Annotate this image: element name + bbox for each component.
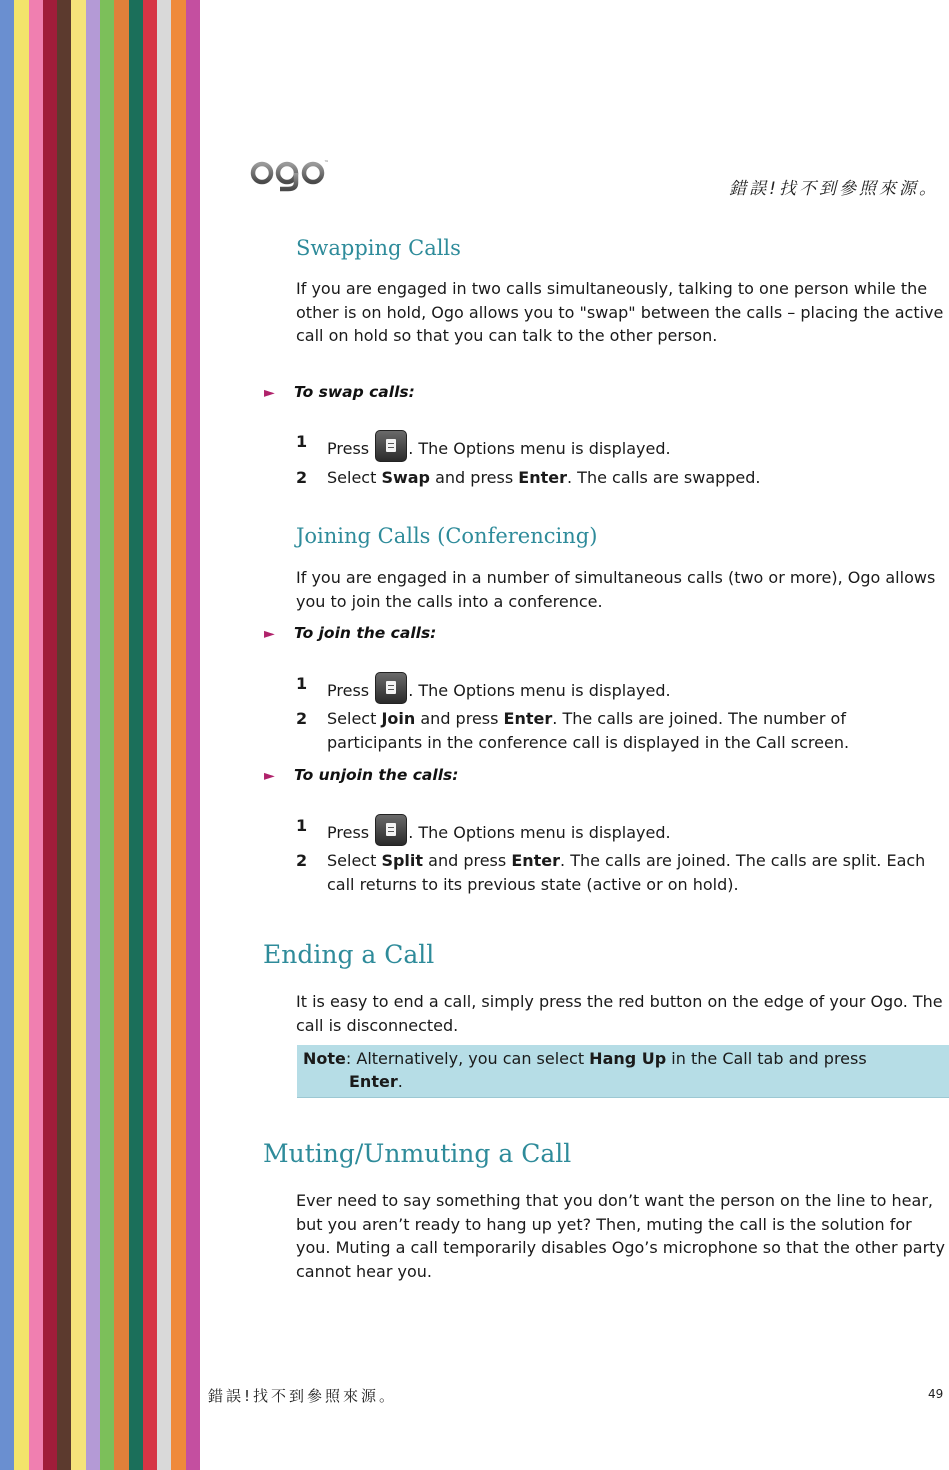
swap-step-1: 1 Press . The Options menu is displayed. bbox=[296, 430, 926, 462]
stripe bbox=[171, 0, 185, 1470]
options-menu-key-icon bbox=[375, 672, 407, 704]
task-unjoin-calls: ► To unjoin the calls: bbox=[264, 766, 459, 784]
stripe bbox=[71, 0, 85, 1470]
join-step-1: 1 Press . The Options menu is displayed. bbox=[296, 672, 926, 704]
stripe bbox=[0, 0, 14, 1470]
stripe bbox=[100, 0, 114, 1470]
heading-muting-a-call: Muting/Unmuting a Call bbox=[263, 1139, 572, 1168]
task-swap-calls: ► To swap calls: bbox=[264, 383, 415, 401]
heading-joining-calls: Joining Calls (Conferencing) bbox=[296, 524, 598, 548]
swap-step-2: 2 Select Swap and press Enter. The calls are swapped. bbox=[296, 468, 761, 487]
arrow-icon: ► bbox=[264, 626, 275, 642]
ending-intro: It is easy to end a call, simply press the red button on the edge of your Ogo. The call is disconnected. bbox=[296, 992, 943, 1035]
join-step-2: 2 Select Join and press Enter. The calls are joined. The number of participants in the conference call is displayed in the Call screen. bbox=[296, 709, 850, 752]
header-running-title: 錯誤!找不到參照來源。 bbox=[729, 179, 939, 199]
arrow-icon: ► bbox=[264, 768, 275, 784]
decorative-stripes bbox=[0, 0, 200, 1470]
svg-text:™: ™ bbox=[324, 160, 329, 166]
footer-running-title: 錯誤!找不到參照來源。 bbox=[208, 1387, 398, 1405]
stripe bbox=[29, 0, 43, 1470]
note-box: Note: Alternatively, you can select Hang Up in the Call tab and press Enter. bbox=[297, 1045, 949, 1098]
page-number: 49 bbox=[928, 1387, 944, 1401]
stripe bbox=[57, 0, 71, 1470]
heading-swapping-calls: Swapping Calls bbox=[296, 236, 461, 260]
ogo-logo bbox=[250, 158, 330, 192]
arrow-icon: ► bbox=[264, 385, 275, 401]
options-menu-key-icon bbox=[375, 814, 407, 846]
task-join-calls: ► To join the calls: bbox=[264, 624, 437, 642]
stripe bbox=[43, 0, 57, 1470]
stripe bbox=[143, 0, 157, 1470]
unjoin-step-1: 1 Press . The Options menu is displayed. bbox=[296, 814, 926, 846]
stripe bbox=[14, 0, 28, 1470]
stripe bbox=[186, 0, 200, 1470]
stripe bbox=[86, 0, 100, 1470]
joining-intro: If you are engaged in a number of simultaneous calls (two or more), Ogo allows you to join the calls into a conference. bbox=[296, 568, 936, 611]
heading-ending-a-call: Ending a Call bbox=[263, 940, 435, 969]
stripe bbox=[157, 0, 171, 1470]
stripe bbox=[129, 0, 143, 1470]
muting-intro: Ever need to say something that you don’t want the person on the line to hear, but you aren’t ready to hang up yet? Then, muting the call is the solution for you. Muting a call temporarily disables Ogo’s microphone so that the other party cannot hear you. bbox=[296, 1191, 945, 1281]
stripe bbox=[114, 0, 128, 1470]
unjoin-step-2: 2 Select Split and press Enter. The calls are joined. The calls are split. Each call returns to its previous state (active or on hold). bbox=[296, 851, 926, 894]
options-menu-key-icon bbox=[375, 430, 407, 462]
swapping-intro: If you are engaged in two calls simultaneously, talking to one person while the other is on hold, Ogo allows you to "swap" between the calls – placing the active call on hold so that you can talk to the other person. bbox=[296, 279, 944, 345]
